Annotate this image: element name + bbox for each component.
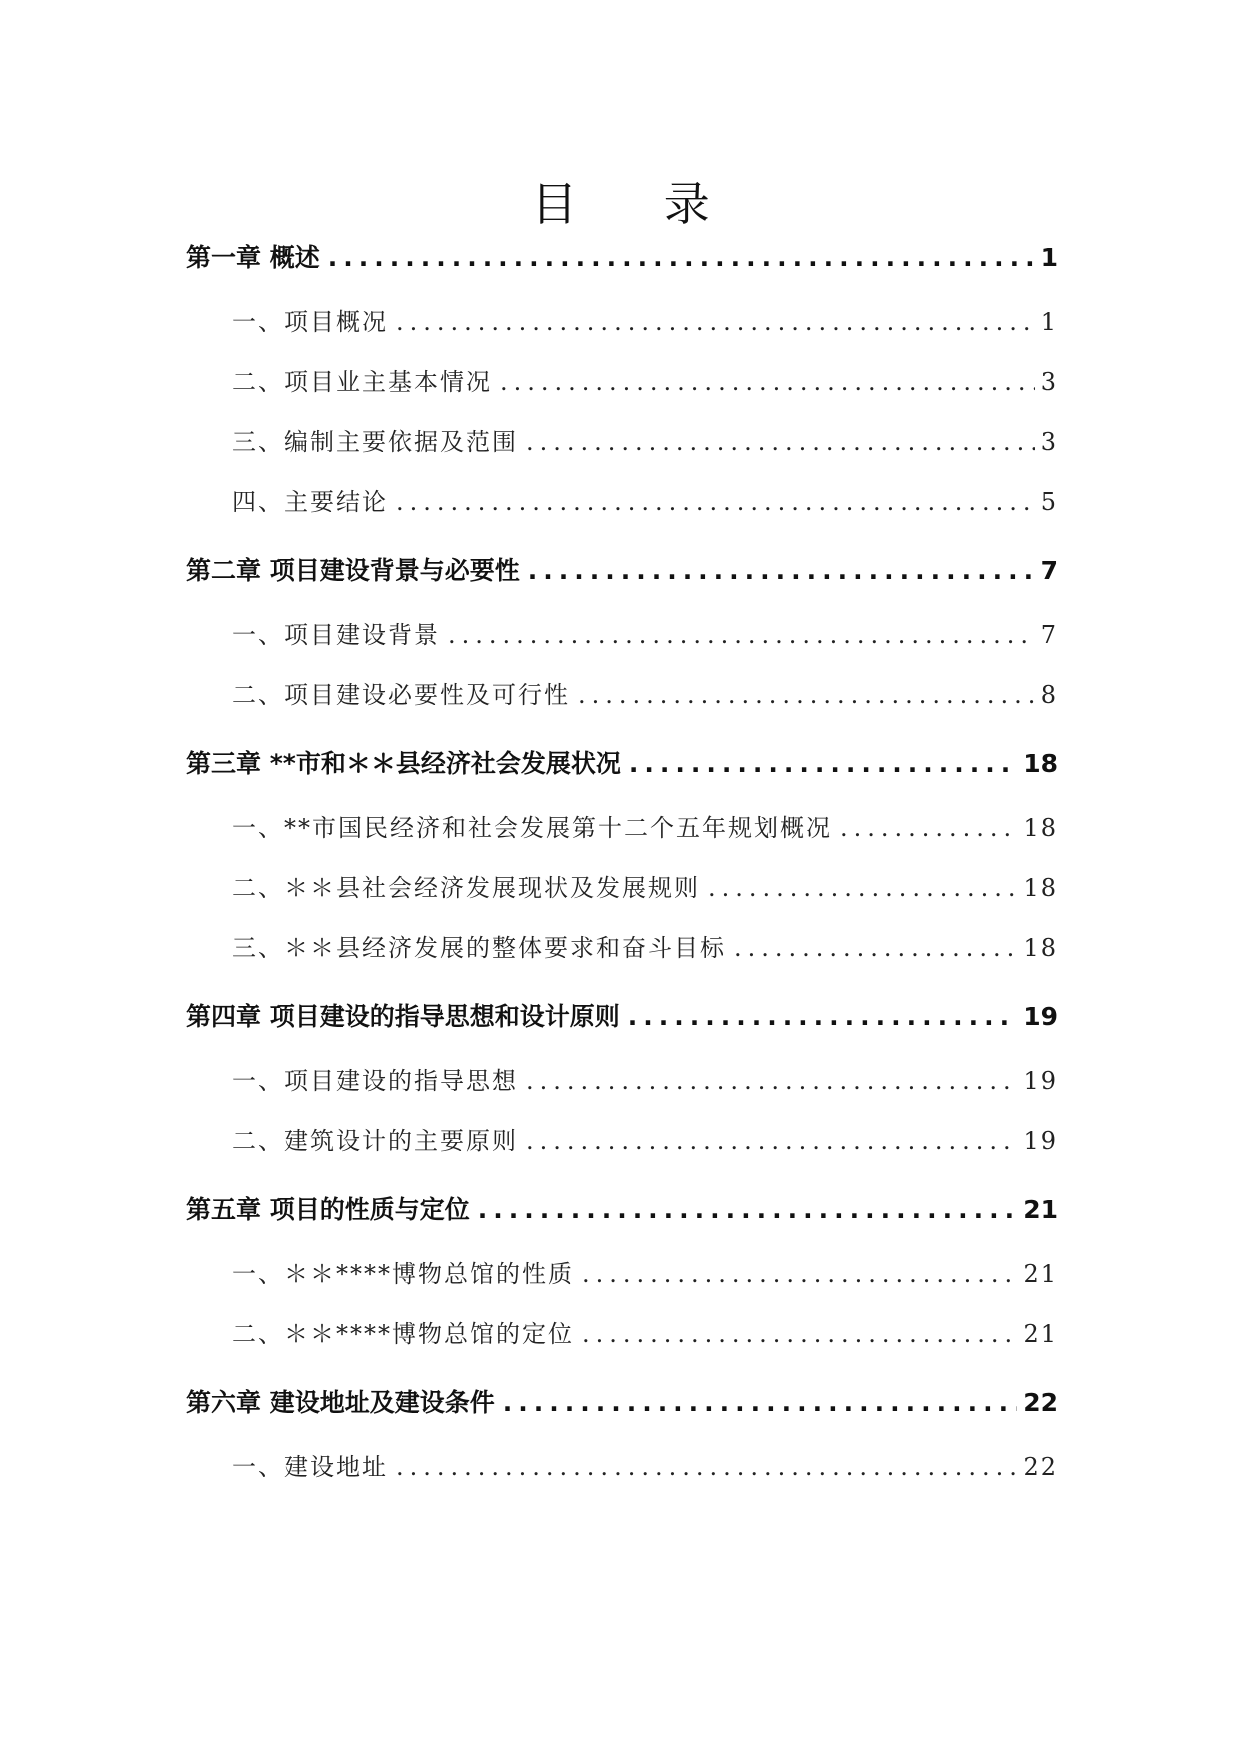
toc-page-number: 7 — [1040, 556, 1058, 585]
toc-section-entry[interactable] — [186, 468, 1058, 528]
toc-leader-dots — [503, 1388, 1017, 1417]
toc-section-entry[interactable] — [186, 914, 1058, 974]
toc-leader-dots — [328, 243, 1035, 272]
toc-leader-dots — [708, 874, 1017, 902]
toc-chapter-title: 第六章 建设地址及建设条件 — [186, 1388, 495, 1417]
toc-chapter-title: 第一章 概述 — [186, 243, 320, 272]
toc-leader-dots — [582, 1320, 1017, 1348]
toc-page-number: 21 — [1023, 1320, 1058, 1348]
toc-section-entry[interactable] — [186, 1300, 1058, 1360]
toc-section-title: 一、项目建设的指导思想 — [232, 1067, 518, 1095]
toc-chapter-title: 第二章 项目建设背景与必要性 — [186, 556, 520, 585]
table-of-contents — [186, 228, 1058, 1493]
toc-section-entry[interactable] — [186, 1047, 1058, 1107]
toc-section-entry[interactable] — [186, 1240, 1058, 1300]
toc-page-number: 18 — [1023, 874, 1058, 902]
toc-section-entry[interactable] — [186, 408, 1058, 468]
toc-leader-dots — [448, 621, 1035, 649]
toc-section-title: 三、＊＊县经济发展的整体要求和奋斗目标 — [232, 934, 726, 962]
toc-leader-dots — [396, 488, 1035, 516]
toc-page-number: 22 — [1023, 1453, 1058, 1481]
toc-leader-dots — [526, 428, 1035, 456]
toc-page-number: 21 — [1023, 1195, 1058, 1224]
toc-section-entry[interactable] — [186, 348, 1058, 408]
toc-leader-dots — [396, 308, 1035, 336]
toc-section-title: 二、项目业主基本情况 — [232, 368, 492, 396]
toc-chapter-entry[interactable] — [186, 228, 1058, 288]
toc-section-title: 三、编制主要依据及范围 — [232, 428, 518, 456]
toc-section-title: 二、＊＊县社会经济发展现状及发展规则 — [232, 874, 700, 902]
toc-leader-dots — [526, 1067, 1017, 1095]
toc-section-entry[interactable] — [186, 1107, 1058, 1167]
toc-page-number: 1 — [1040, 243, 1058, 272]
toc-section-entry[interactable] — [186, 288, 1058, 348]
toc-page-number: 22 — [1023, 1388, 1058, 1417]
toc-page-number: 7 — [1040, 621, 1058, 649]
toc-leader-dots — [734, 934, 1017, 962]
toc-section-entry[interactable] — [186, 854, 1058, 914]
toc-leader-dots — [578, 681, 1035, 709]
toc-section-title: 一、项目概况 — [232, 308, 388, 336]
toc-section-title: 一、＊＊****博物总馆的性质 — [232, 1260, 574, 1288]
toc-page-number: 3 — [1040, 428, 1058, 456]
toc-page-number: 18 — [1023, 749, 1058, 778]
toc-section-title: 一、建设地址 — [232, 1453, 388, 1481]
toc-chapter-title: 第五章 项目的性质与定位 — [186, 1195, 470, 1224]
toc-page-number: 5 — [1040, 488, 1058, 516]
toc-leader-dots — [629, 749, 1017, 778]
toc-section-title: 一、项目建设背景 — [232, 621, 440, 649]
toc-page-number: 8 — [1040, 681, 1058, 709]
toc-section-title: 二、建筑设计的主要原则 — [232, 1127, 518, 1155]
page-title: 目 录 — [531, 176, 746, 231]
toc-leader-dots — [526, 1127, 1017, 1155]
toc-leader-dots — [500, 368, 1035, 396]
toc-chapter-entry[interactable] — [186, 541, 1058, 601]
toc-page-number: 3 — [1040, 368, 1058, 396]
toc-leader-dots — [528, 556, 1035, 585]
toc-page-number: 19 — [1023, 1127, 1058, 1155]
toc-page-number: 19 — [1023, 1067, 1058, 1095]
toc-section-entry[interactable] — [186, 661, 1058, 721]
toc-section-entry[interactable] — [186, 794, 1058, 854]
toc-chapter-entry[interactable] — [186, 1180, 1058, 1240]
toc-chapter-title: 第三章 **市和＊＊县经济社会发展状况 — [186, 749, 621, 778]
toc-page-number: 18 — [1023, 934, 1058, 962]
toc-page-number: 21 — [1023, 1260, 1058, 1288]
toc-chapter-title: 第四章 项目建设的指导思想和设计原则 — [186, 1002, 620, 1031]
toc-page-number: 18 — [1023, 814, 1058, 842]
toc-section-title: 一、**市国民经济和社会发展第十二个五年规划概况 — [232, 814, 832, 842]
toc-chapter-entry[interactable] — [186, 734, 1058, 794]
toc-leader-dots — [478, 1195, 1017, 1224]
toc-leader-dots — [582, 1260, 1017, 1288]
toc-leader-dots — [396, 1453, 1017, 1481]
toc-section-entry[interactable] — [186, 1433, 1058, 1493]
toc-section-title: 二、项目建设必要性及可行性 — [232, 681, 570, 709]
toc-page-number: 19 — [1023, 1002, 1058, 1031]
toc-section-title: 四、主要结论 — [232, 488, 388, 516]
toc-section-entry[interactable] — [186, 601, 1058, 661]
toc-section-title: 二、＊＊****博物总馆的定位 — [232, 1320, 574, 1348]
toc-leader-dots — [628, 1002, 1017, 1031]
toc-chapter-entry[interactable] — [186, 987, 1058, 1047]
toc-leader-dots — [840, 814, 1017, 842]
toc-chapter-entry[interactable] — [186, 1373, 1058, 1433]
toc-page-number: 1 — [1040, 308, 1058, 336]
